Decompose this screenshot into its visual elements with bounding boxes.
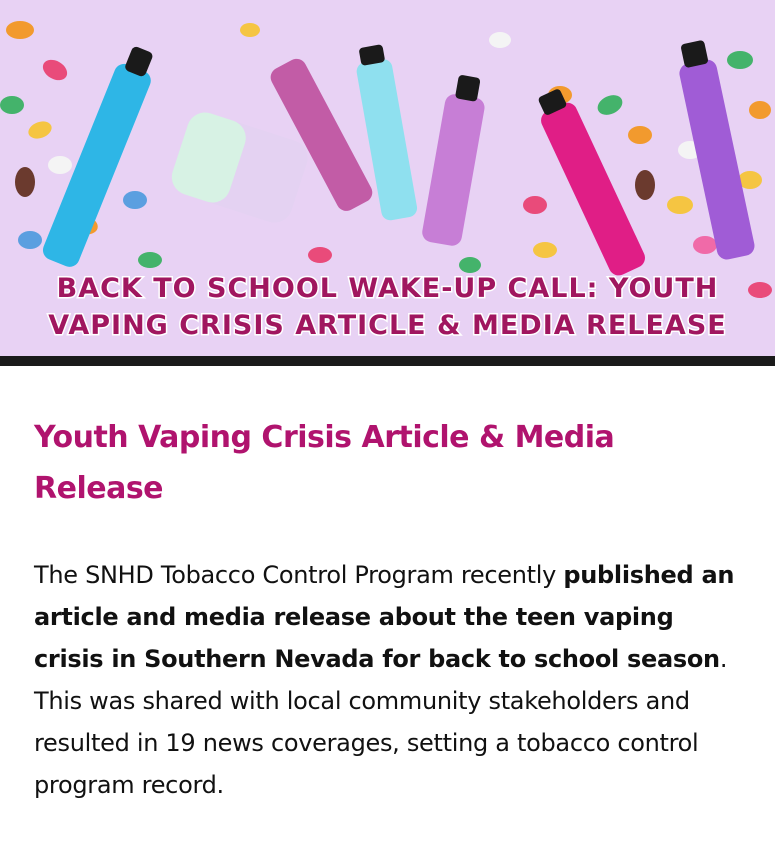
article-body-rest: . This was shared with local community stakeholders and resulted in 19 news coverages, setting a tobacco control program record.	[34, 645, 728, 799]
article-title: Youth Vaping Crisis Article & Media Release	[34, 420, 615, 506]
hero-banner	[0, 0, 775, 366]
banner-headline-line2: VAPING CRISIS ARTICLE & MEDIA RELEASE	[48, 310, 727, 341]
article-content	[0, 412, 775, 806]
article-body-highlight: published an article and media release about the teen vaping crisis in Southern Nevada for back to school season	[34, 561, 735, 673]
banner-headline	[0, 270, 775, 344]
banner-headline-line1: BACK TO SCHOOL WAKE-UP CALL: YOUTH	[56, 273, 719, 304]
article-body	[34, 554, 741, 806]
article-body-intro: The SNHD Tobacco Control Program recently	[34, 561, 564, 589]
